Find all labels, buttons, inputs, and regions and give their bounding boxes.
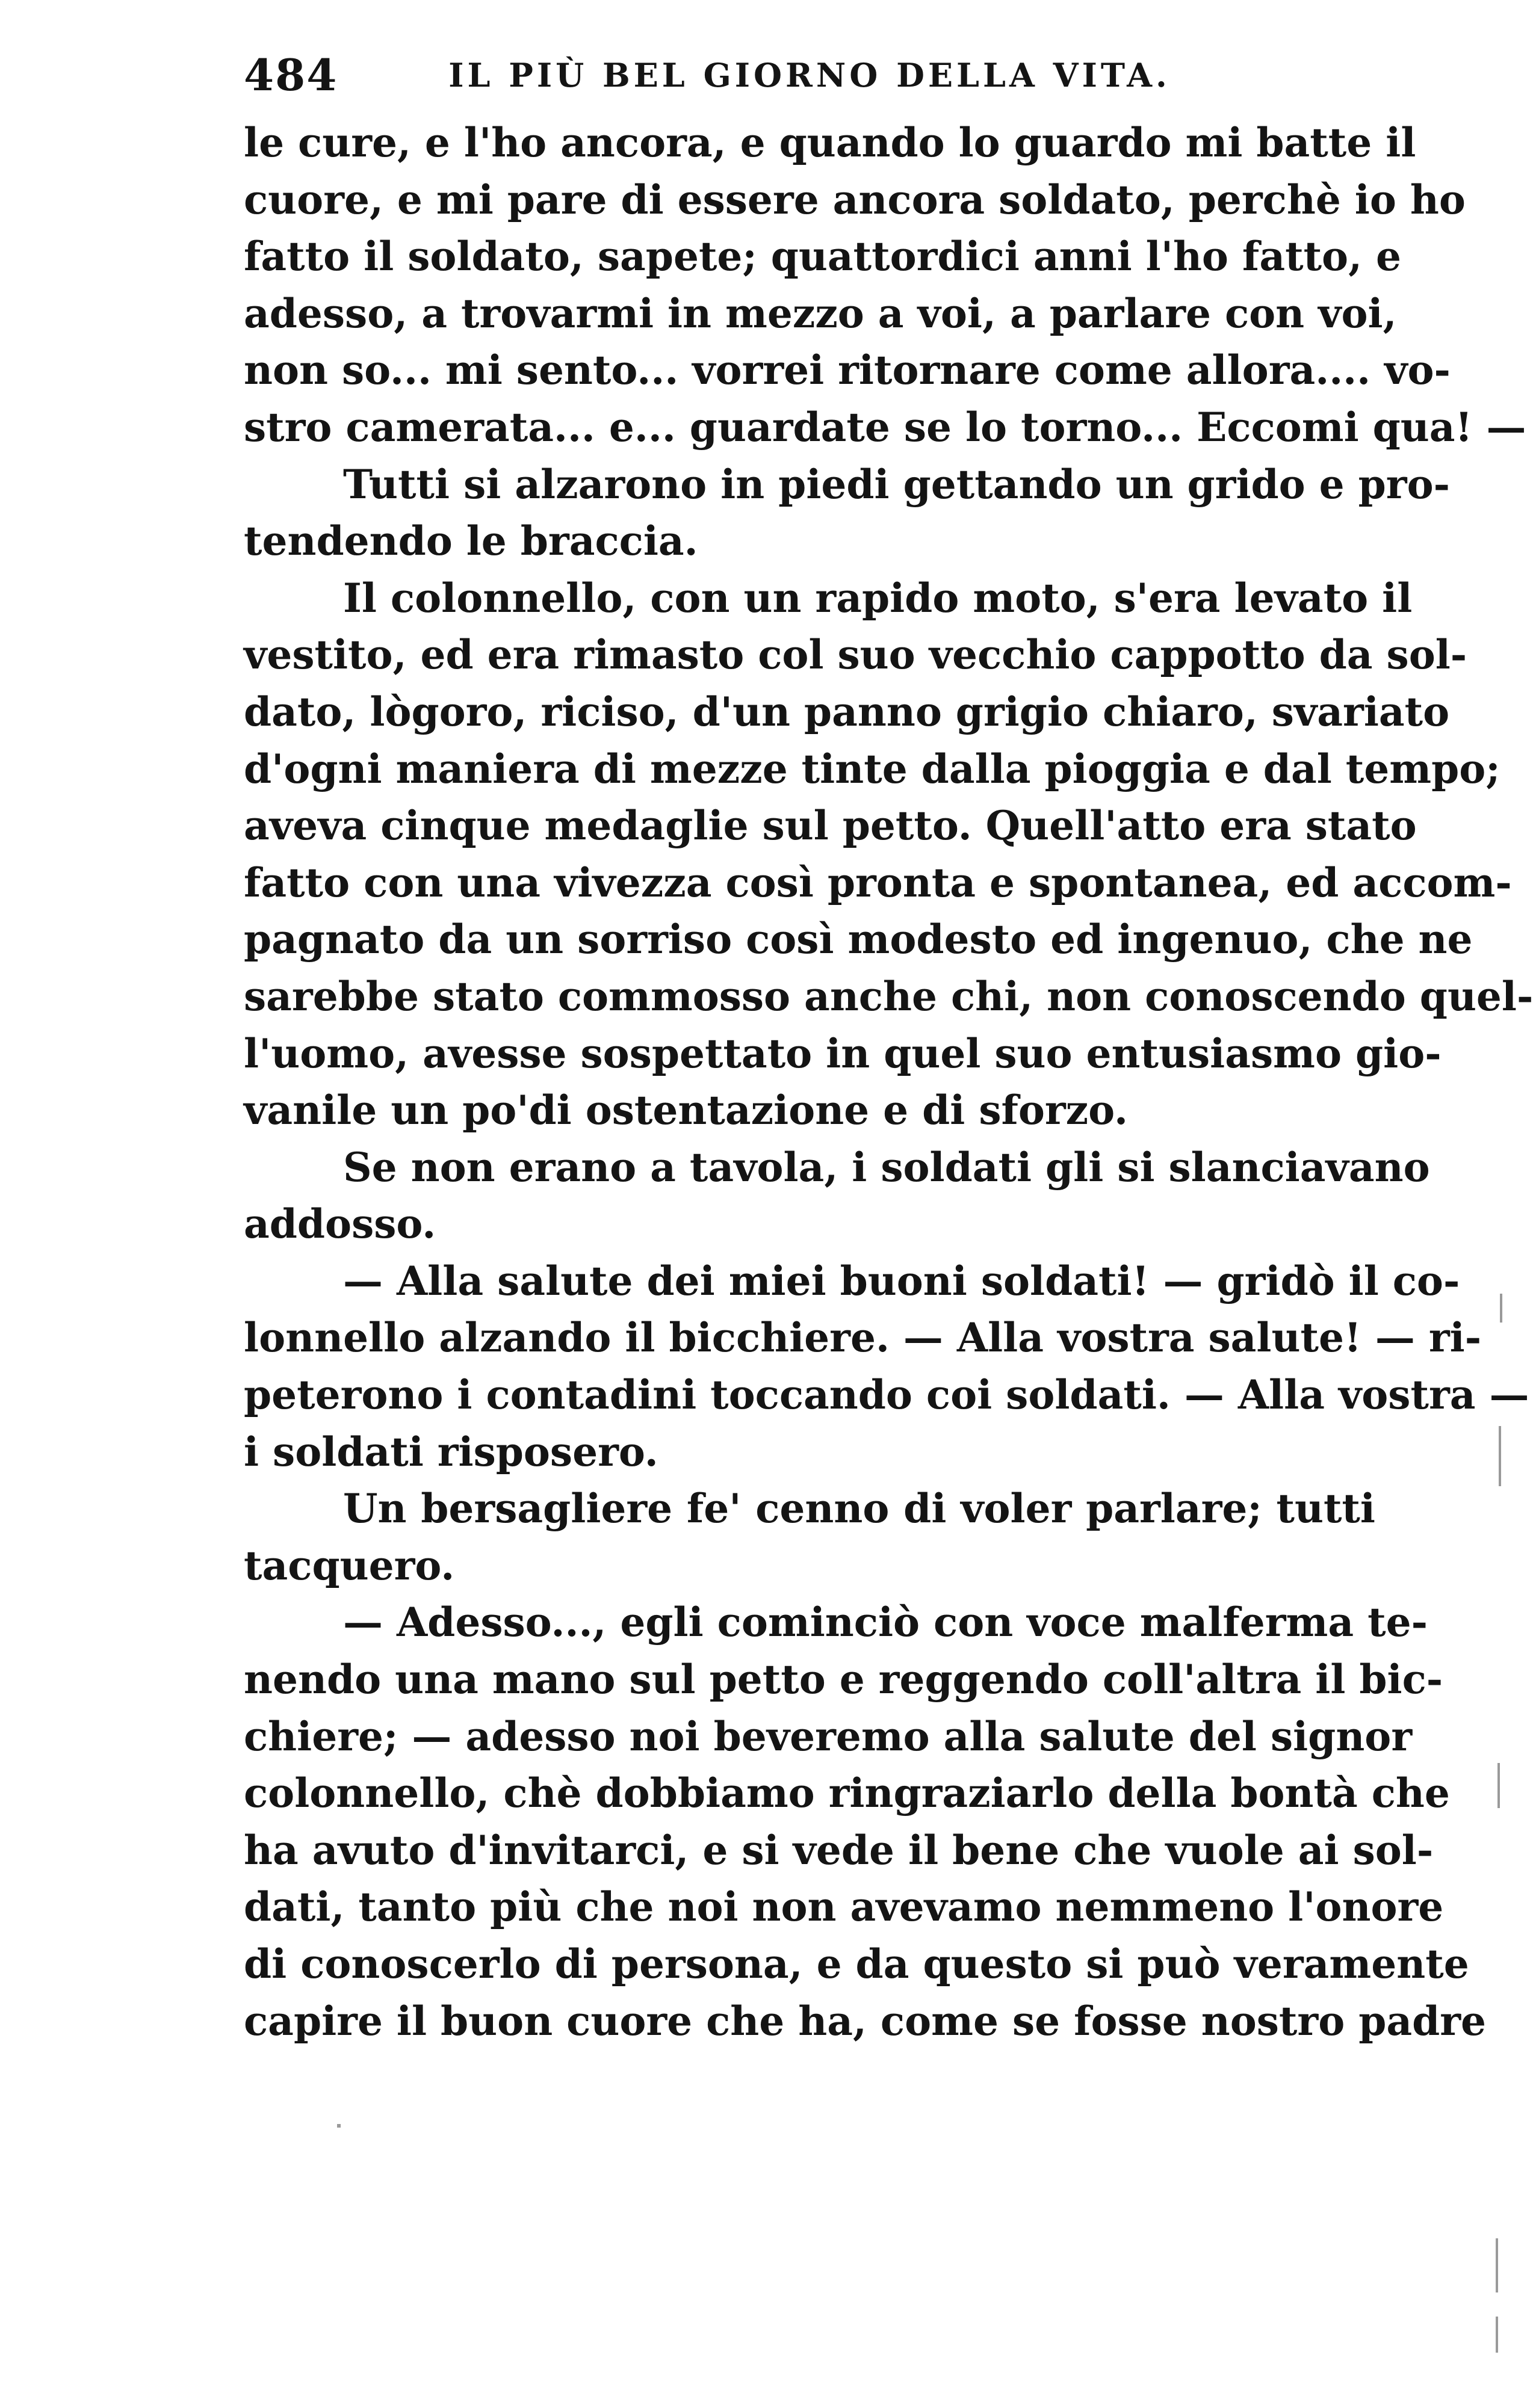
text-line: tacquero. [244, 1542, 455, 1589]
text-line: Se non erano a tavola, i soldati gli si slanciavano [343, 1143, 1430, 1191]
text-line: non so... mi sento... vorrei ritornare come allora.... vo- [244, 347, 1451, 394]
scan-mark [1499, 1426, 1501, 1486]
text-line: vanile un po'di ostentazione e di sforzo. [244, 1087, 1128, 1134]
text-body [244, 114, 1533, 2049]
text-line: — Adesso..., egli cominciò con voce malferma te- [343, 1599, 1428, 1646]
text-line: tendendo le braccia. [244, 517, 698, 565]
text-line: pagnato da un sorriso così modesto ed ingenuo, che ne [244, 916, 1473, 963]
text-line: nendo una mano sul petto e reggendo coll'altra il bic- [244, 1656, 1443, 1703]
text-line: l'uomo, avesse sospettato in quel suo entusiasmo gio- [244, 1030, 1442, 1077]
text-line: ha avuto d'invitarci, e si vede il bene che vuole ai sol- [244, 1826, 1434, 1874]
text-line: di conoscerlo di persona, e da questo si può veramente [244, 1940, 1469, 1987]
text-line: stro camerata... e... guardate se lo torno... Eccomi qua! — [244, 403, 1526, 451]
running-title: IL PIÙ BEL GIORNO DELLA VITA. [448, 56, 1171, 94]
text-line: Il colonnello, con un rapido moto, s'era levato il [343, 574, 1413, 622]
scan-mark [1497, 1763, 1500, 1808]
text-line: colonnello, chè dobbiamo ringraziarlo della bontà che [244, 1770, 1450, 1817]
scan-mark [1500, 1294, 1502, 1323]
text-line: addosso. [244, 1200, 436, 1248]
page-header [244, 42, 1375, 108]
text-line: — Alla salute dei miei buoni soldati! — gridò il co- [343, 1257, 1460, 1304]
text-line: sarebbe stato commosso anche chi, non conoscendo quel- [244, 972, 1533, 1020]
text-line: Un bersagliere fe' cenno di voler parlare; tutti [343, 1485, 1375, 1533]
text-line: fatto con una vivezza così pronta e spontanea, ed accom- [244, 859, 1512, 906]
text-line: peterono i contadini toccando coi soldati. — Alla vostra — [244, 1371, 1529, 1419]
text-line: aveva cinque medaglie sul petto. Quell'atto era stato [244, 802, 1417, 850]
text-line: le cure, e l'ho ancora, e quando lo guardo mi batte il [244, 119, 1416, 166]
text-line: dato, lògoro, riciso, d'un panno grigio chiaro, svariato [244, 688, 1450, 735]
page-number: 484 [244, 49, 338, 100]
text-line: capire il buon cuore che ha, come se fosse nostro padre [244, 1997, 1487, 2045]
text-line: d'ogni maniera di mezze tinte dalla pioggia e dal tempo; [244, 745, 1500, 792]
text-line: i soldati risposero. [244, 1428, 658, 1475]
text-line: cuore, e mi pare di essere ancora soldato, perchè io ho [244, 176, 1466, 223]
text-line: Tutti si alzarono in piedi gettando un grido e pro- [343, 460, 1450, 508]
text-line: vestito, ed era rimasto col suo vecchio cappotto da sol- [244, 631, 1467, 679]
text-line: chiere; — adesso noi beveremo alla salute del signor [244, 1712, 1413, 1760]
text-line: dati, tanto più che noi non avevamo nemmeno l'onore [244, 1883, 1444, 1931]
text-line: adesso, a trovarmi in mezzo a voi, a parlare con voi, [244, 289, 1397, 337]
text-line: fatto il soldato, sapete; quattordici anni l'ho fatto, e [244, 233, 1402, 280]
scan-mark [337, 2124, 341, 2128]
text-line: lonnello alzando il bicchiere. — Alla vostra salute! — ri- [244, 1314, 1482, 1362]
scan-mark [1496, 2317, 1498, 2353]
scan-mark [1496, 2238, 1498, 2292]
